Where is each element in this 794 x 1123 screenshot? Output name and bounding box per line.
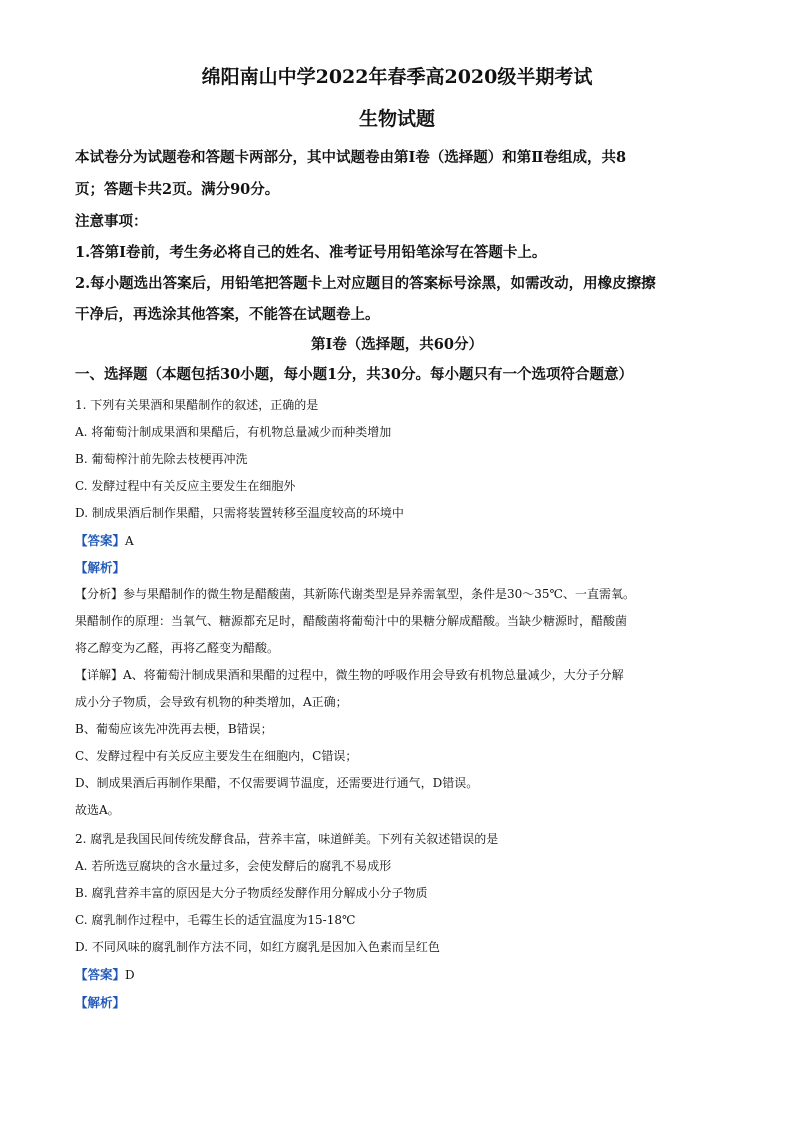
analysis-tag: 【解析】: [75, 560, 126, 575]
analysis-tag: 【解析】: [75, 995, 126, 1010]
q2-option-a: A. 若所选豆腐块的含水量过多，会使发酵后的腐乳不易成形: [75, 859, 392, 873]
intro-line-2: 页；答题卡共2页。满分90分。: [75, 181, 280, 198]
notice-item-2a: 2.每小题选出答案后，用铅笔把答题卡上对应题目的答案标号涂黑，如需改动，用橡皮擦擦: [75, 275, 656, 292]
q1-fenxi-3: 将乙醇变为乙醛，再将乙醛变为醋酸。: [75, 641, 280, 655]
q1-option-c: C. 发酵过程中有关反应主要发生在细胞外: [75, 479, 296, 493]
q1-xiangjie-5: D、制成果酒后再制作果醋，不仅需要调节温度，还需要进行通气，D错误。: [75, 776, 479, 790]
q1-stem: 1. 下列有关果酒和果醋制作的叙述，正确的是: [75, 398, 319, 412]
part-title: 一、选择题（本题包括30小题，每小题1分，共30分。每小题只有一个选项符合题意）: [75, 366, 633, 383]
answer-value: A: [125, 534, 134, 548]
q2-analysis-tag: [75, 993, 125, 1011]
q1-fenxi-2: 果醋制作的原理：当氧气、糖源都充足时，醋酸菌将葡萄汁中的果糖分解成醋酸。当缺少糖源时，醋酸菌: [75, 614, 628, 628]
q2-answer: [75, 965, 135, 983]
q2-option-c: C. 腐乳制作过程中，毛霉生长的适宜温度为15-18℃: [75, 913, 356, 927]
q1-option-d: D. 制成果酒后制作果醋，只需将装置转移至温度较高的环境中: [75, 506, 404, 520]
notice-item-2b: 干净后，再选涂其他答案，不能答在试题卷上。: [75, 306, 380, 323]
answer-value: D: [125, 968, 135, 982]
xiangjie-text-1: A、将葡萄汁制成果酒和果醋的过程中，微生物的呼吸作用会导致有机物总量减少，大分子分解: [123, 668, 624, 682]
q1-xiangjie-4: C、发酵过程中有关反应主要发生在细胞内，C错误；: [75, 749, 358, 763]
q1-xiangjie-1: [75, 666, 624, 683]
q2-option-b: B. 腐乳营养丰富的原因是大分子物质经发酵作用分解成小分子物质: [75, 886, 428, 900]
q1-xiangjie-2: 成小分子物质，会导致有机物的种类增加，A正确；: [75, 695, 348, 709]
exam-subtitle: 生物试题: [358, 108, 435, 130]
intro-line-1: 本试卷分为试题卷和答题卡两部分，其中试题卷由第Ⅰ卷（选择题）和第Ⅱ卷组成，共8: [75, 149, 627, 166]
section-heading: 第Ⅰ卷（选择题，共60分）: [311, 336, 483, 353]
notice-item-1: 1.答第Ⅰ卷前，考生务必将自己的姓名、准考证号用铅笔涂写在答题卡上。: [75, 244, 547, 261]
fenxi-tag: 【分析】: [75, 587, 124, 601]
answer-tag: 【答案】: [75, 967, 126, 982]
xiangjie-tag: 【详解】: [75, 668, 124, 682]
notice-title: 注意事项：: [75, 213, 148, 230]
q1-fenxi-1: [75, 585, 635, 602]
q2-stem: 2. 腐乳是我国民间传统发酵食品，营养丰富，味道鲜美。下列有关叙述错误的是: [75, 832, 499, 846]
q1-analysis-tag: [75, 558, 125, 576]
fenxi-text-1: 参与果醋制作的微生物是醋酸菌，其新陈代谢类型是异养需氧型，条件是30～35℃、一直需氧。: [123, 587, 635, 601]
q2-option-d: D. 不同风味的腐乳制作方法不同，如红方腐乳是因加入色素而呈红色: [75, 940, 440, 954]
answer-tag: 【答案】: [75, 533, 126, 548]
q1-conclusion: 故选A。: [75, 803, 120, 817]
q1-answer: [75, 531, 134, 549]
q1-option-a: A. 将葡萄汁制成果酒和果醋后，有机物总量减少而种类增加: [75, 425, 392, 439]
q1-option-b: B. 葡萄榨汁前先除去枝梗再冲洗: [75, 452, 248, 466]
q1-xiangjie-3: B、葡萄应该先冲洗再去梗，B错误；: [75, 722, 273, 736]
exam-title: 绵阳南山中学2022年春季高2020级半期考试: [201, 66, 593, 88]
